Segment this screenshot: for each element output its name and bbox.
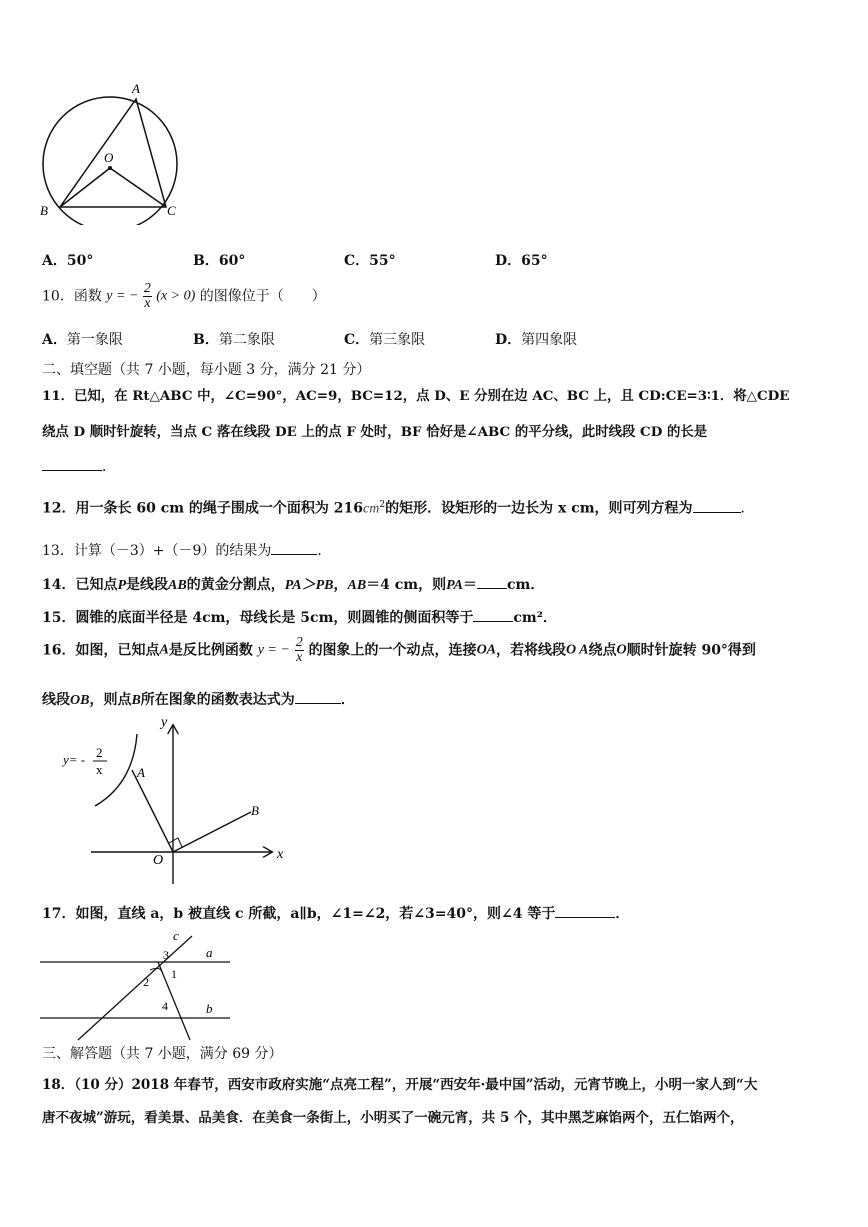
- point-o: [108, 166, 112, 170]
- circle-triangle-figure: [30, 80, 190, 225]
- label-b: B: [40, 203, 48, 218]
- question-16-line-2: 线段OB，则点B所在图象的函数表达式为 ．: [42, 689, 355, 710]
- q10-option-c: C．第三象限: [344, 332, 426, 348]
- label-x: x: [277, 847, 284, 862]
- segment-ob: [60, 168, 110, 207]
- coordinate-figure: [55, 712, 295, 890]
- question-18-line-2: 唐不夜城”游玩，看美景、品美食．在美食一条街上，小明买了一碗元宵，共 5 个，其中黑芝麻馅两个，五仁馅两个，: [42, 1110, 744, 1126]
- question-16-line-1: 16．如图，已知点A是反比例函数 y = − $\frac{2}{x}$ 的图象上的一个动点，连接OA，若将线段O A绕点O顺时针旋转 90°得到: [42, 635, 756, 665]
- question-11-answer: ．: [42, 456, 116, 476]
- fraction: $\frac{2}{x}$: [295, 635, 303, 665]
- curve-label-den: x: [96, 762, 103, 777]
- q10-option-b: B．第二象限: [193, 332, 275, 348]
- segment-oa: [132, 770, 173, 852]
- answer-blank[interactable]: [473, 607, 513, 622]
- question-13: 13．计算（－3）+（－9）的结果为 ．: [42, 540, 331, 560]
- q10-option-d: D．第四象限: [495, 332, 578, 348]
- label-a: A: [132, 81, 140, 96]
- question-18-line-1: 18．（10 分）2018 年春节，西安市政府实施“点亮工程”，开展“西安年·最中国”活动，元宵节晚上，小明一家人到“大: [42, 1077, 758, 1093]
- q9-option-c: C．55°: [344, 253, 396, 269]
- line-c: [78, 936, 192, 1040]
- label-c: C: [167, 203, 176, 218]
- fraction: $\frac{2}{x}$: [143, 281, 151, 311]
- answer-blank[interactable]: [271, 540, 317, 555]
- segment-oc: [110, 168, 166, 207]
- q9-option-b: B．60°: [193, 253, 246, 269]
- q9-option-a: A．50°: [42, 253, 94, 269]
- question-15: 15．圆锥的底面半径是 4cm，母线长是 5cm，则圆锥的侧面积等于 cm²．: [42, 607, 557, 627]
- label-a: a: [206, 945, 213, 960]
- label-o: O: [104, 150, 114, 165]
- label-b: b: [206, 1001, 213, 1016]
- answer-blank[interactable]: [42, 456, 102, 471]
- angle-label-4: 4: [162, 999, 168, 1013]
- answer-blank[interactable]: [477, 574, 507, 589]
- curve-label: y= -: [63, 752, 86, 767]
- question-17: 17．如图，直线 a，b 被直线 c 所截，a∥b，∠1=∠2，若∠3=40°，则∠4 等于 ．: [42, 903, 629, 923]
- label-a: A: [137, 765, 145, 780]
- right-angle-mark: [169, 838, 182, 847]
- question-10: 10．函数 y = − $\frac{2}{x}$ (x > 0) 的图像位于（ ）: [42, 281, 326, 311]
- label-o: O: [153, 853, 164, 868]
- label-c: c: [173, 928, 179, 943]
- question-11-line-1: 11．已知，在 Rt△ABC 中，∠C=90°，AC=9，BC=12，点 D、E 分别在边 AC、BC 上，且 CD:CE=3∶1．将△CDE: [42, 388, 790, 404]
- question-11-line-2: 绕点 D 顺时针旋转，当点 C 落在线段 DE 上的点 F 处时，BF 恰好是∠ABC 的平分线，此时线段 CD 的长是: [42, 424, 708, 440]
- answer-blank[interactable]: [295, 689, 341, 704]
- answer-blank[interactable]: [555, 903, 615, 918]
- parallel-lines-figure: [38, 926, 238, 1046]
- label-y: y: [161, 715, 168, 730]
- angle-label-2: 2: [143, 975, 149, 989]
- answer-blank[interactable]: [693, 498, 741, 513]
- q10-option-a: A．第一象限: [42, 332, 123, 348]
- q9-option-d: D．65°: [495, 253, 548, 269]
- section-3-heading: 三、解答题（共 7 小题，满分 69 分）: [42, 1046, 283, 1062]
- segment-ob: [173, 812, 251, 852]
- angle-label-1: 1: [171, 967, 177, 981]
- question-14: 14．已知点P是线段AB的黄金分割点，PA＞PB，AB＝4 cm，则PA＝ cm．: [42, 574, 544, 595]
- section-2-heading: 二、填空题（共 7 小题，每小题 3 分，满分 21 分）: [42, 362, 371, 378]
- angle-label-3: 3: [163, 948, 169, 962]
- curve-label-num: 2: [96, 745, 103, 760]
- question-12: 12．用一条长 60 cm 的绳子围成一个面积为 $216cm^2$的矩形．设矩形的一边长为 x cm，则可列方程为 ．: [42, 496, 755, 519]
- label-b: B: [251, 803, 259, 818]
